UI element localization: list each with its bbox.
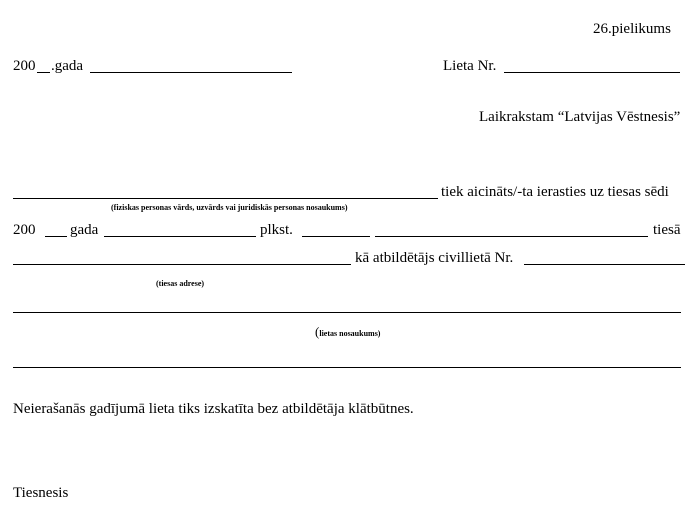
date-year-blank (45, 236, 67, 237)
time-label: plkst. (260, 222, 293, 238)
case-number-label: Lieta Nr. (443, 58, 497, 74)
extra-blank (13, 367, 681, 368)
gada-label: .gada (51, 58, 84, 74)
court-label: tiesā (653, 222, 681, 238)
person-name-blank (13, 198, 438, 199)
case-name-caption (315, 324, 381, 339)
case-name-caption-paren: ( (315, 324, 320, 339)
appendix-number: 26.pielikums (593, 21, 671, 37)
date-blank (90, 72, 292, 73)
case-number-blank (504, 72, 680, 73)
notice-text: Neierašanās gadījumā lieta tiks izskatīta bez atbildētāja klātbūtnes. (13, 401, 414, 417)
court-address-caption: (tiesas adrese) (156, 279, 205, 288)
defendant-text: kā atbildētājs civillietā Nr. (355, 250, 514, 266)
civil-case-number-blank (524, 264, 685, 265)
recipient: Laikrakstam “Latvijas Vēstnesis” (479, 109, 681, 125)
court-address-blank (13, 264, 351, 265)
date-gada-label: gada (70, 222, 99, 238)
summon-text: tiek aicināts/-ta ierasties uz tiesas sēdi (441, 184, 669, 200)
year-prefix: 200 (13, 58, 36, 74)
court-name-blank (375, 236, 648, 237)
judge-label: Tiesnesis (13, 485, 69, 501)
session-date-blank (104, 236, 256, 237)
person-name-caption: (fiziskas personas vārds, uzvārds vai juridiskās personas nosaukums) (111, 203, 348, 212)
time-blank (302, 236, 370, 237)
date-year-prefix: 200 (13, 222, 36, 238)
year-blank (37, 72, 50, 73)
case-name-caption-text: lietas nosaukums) (319, 329, 381, 338)
case-name-blank (13, 312, 681, 313)
